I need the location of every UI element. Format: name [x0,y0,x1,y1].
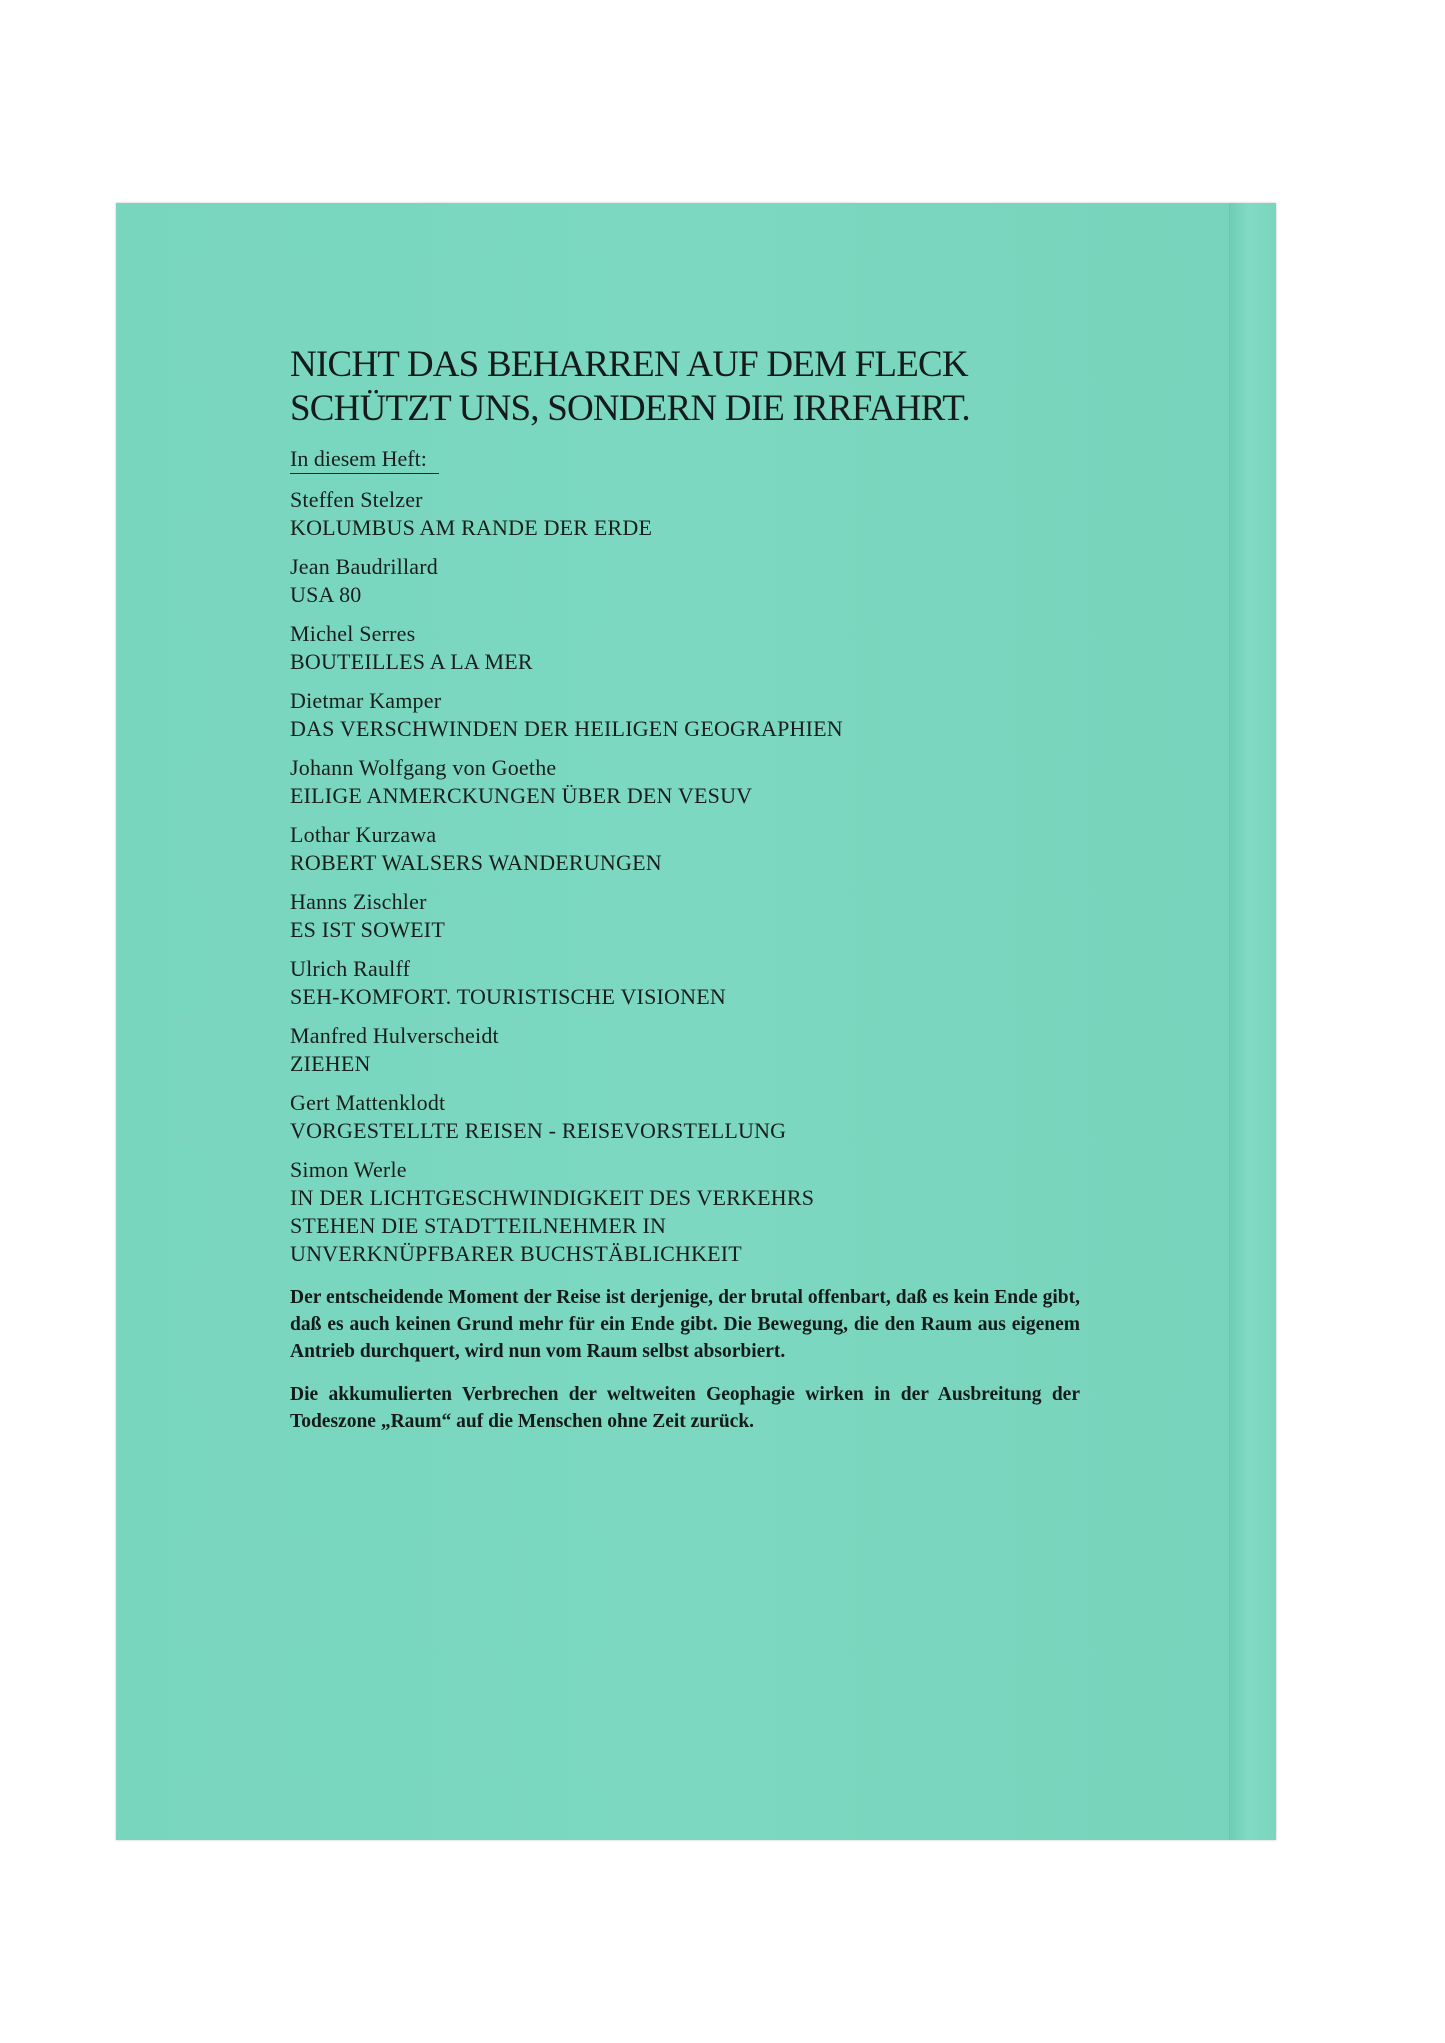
contents-entry [290,620,1080,676]
contents-entry [290,687,1080,743]
entry-title: VORGESTELLTE REISEN - REISEVORSTELLUNG [290,1118,787,1143]
entry-author: Ulrich Raulff [290,956,411,981]
entry-title: ES IST SOWEIT [290,917,445,942]
cover-spine [1229,203,1276,1840]
contents-entry [290,955,1080,1011]
entry-title: DAS VERSCHWINDEN DER HEILIGEN GEOGRAPHIEN [290,716,843,741]
blurb-paragraph: Die akkumulierten Verbrechen der weltweiten Geophagie wirken in der Ausbreitung der Todeszone „Raum“ auf die Menschen ohne Zeit zurück. [290,1384,1080,1432]
entry-title: SEH-KOMFORT. TOURISTISCHE VISIONEN [290,984,726,1009]
contents-list [290,486,1080,1268]
entry-author: Hanns Zischler [290,889,427,914]
entry-title: ZIEHEN [290,1051,371,1076]
contents-label: In diesem Heft: [290,445,439,474]
entry-title: USA 80 [290,582,362,607]
contents-entry [290,553,1080,609]
entry-author: Jean Baudrillard [290,554,438,579]
headline [290,343,1080,431]
entry-author: Michel Serres [290,621,416,646]
contents-entry [290,754,1080,810]
entry-author: Johann Wolfgang von Goethe [290,755,557,780]
contents-entry [290,1022,1080,1078]
cover-content [290,343,1080,1435]
entry-title: EILIGE ANMERCKUNGEN ÜBER DEN VESUV [290,783,753,808]
entry-author: Steffen Stelzer [290,487,423,512]
entry-author: Manfred Hulverscheidt [290,1023,499,1048]
headline-line-2: SCHÜTZT UNS, SONDERN DIE IRRFAHRT. [290,388,970,429]
headline-line-1: NICHT DAS BEHARREN AUF DEM FLECK [290,344,968,385]
entry-author: Lothar Kurzawa [290,822,437,847]
contents-entry [290,1089,1080,1145]
contents-entry [290,821,1080,877]
entry-title: IN DER LICHTGESCHWINDIGKEIT DES VERKEHRS STEHEN DIE STADTTEILNEHMER IN UNVERKNÜPFBARER BUCHSTÄBLICHKEIT [290,1185,815,1266]
entry-author: Gert Mattenklodt [290,1090,446,1115]
contents-entry [290,486,1080,542]
contents-entry [290,888,1080,944]
contents-entry [290,1156,1080,1268]
entry-title: ROBERT WALSERS WANDERUNGEN [290,850,662,875]
entry-title: BOUTEILLES A LA MER [290,649,533,674]
back-cover [116,203,1276,1840]
entry-author: Dietmar Kamper [290,688,442,713]
entry-title: KOLUMBUS AM RANDE DER ERDE [290,515,653,540]
entry-author: Simon Werle [290,1157,407,1182]
blurb-paragraph: Der entscheidende Moment der Reise ist derjenige, der brutal offenbart, daß es kein Ende gibt, daß es auch keinen Grund mehr für ein Ende gibt. Die Bewegung, die den Raum aus eigenem Antrieb durchquert, wird nun vom Raum selbst absorbiert. [290,1287,1080,1362]
